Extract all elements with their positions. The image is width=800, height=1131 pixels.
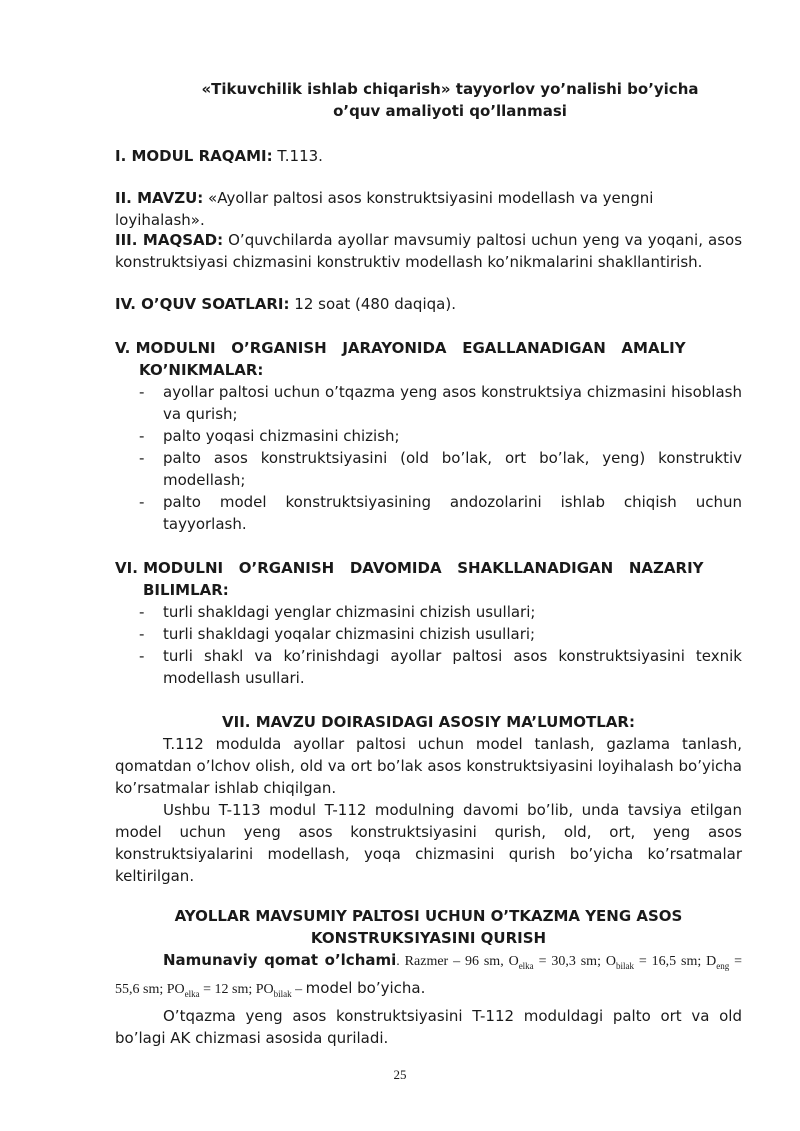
list-item: - turli shakldagi yenglar chizmasini chizish usullari; [139,603,536,621]
topic-value: «Ayollar paltosi asos konstruktsiyasini modellash va yengni loyihalash». [115,189,654,229]
module-number-value: T.113. [272,147,323,165]
topic [115,187,742,231]
list-item: - palto yoqasi chizmasini chizish; [139,427,400,445]
study-hours-value: 12 soat (480 daqiqa). [289,295,456,313]
title-line-2: o’quv amaliyoti qo’llanmasi [333,102,567,120]
standard-measurements: Namunaviy qomat o’lchami. Razmer – 96 sm, $O_{elka} = 30,3$ sm; $O_{bilak} = 16,5$ sm; $D_{eng} = 55,6$ sm; $PO_{elka} = 12$ sm; $PO_{bilak}$ – model bo’yicha. [115,951,742,999]
module-number [115,145,742,167]
sleeve-construction-section [115,905,742,1049]
practical-skills-section [115,337,742,535]
standard-measurements-label: Namunaviy qomat o’lchami [163,951,397,969]
sleeve-construction-paragraph: O’tqazma yeng asos konstruktsiyasini T-112 moduldagi palto ort va old bo’lagi AK chizmasi asosida quriladi. [115,1007,742,1047]
main-info-heading: VII. MAVZU DOIRASIDAGI ASOSIY MA’LUMOTLAR: [222,713,635,731]
goal [115,229,742,273]
theory-knowledge-list [115,601,742,689]
sleeve-construction-heading-1: AYOLLAR MAVSUMIY PALTOSI UCHUN O’TKAZMA YENG ASOS [174,907,683,925]
list-item: - palto model konstruktsiyasining andozolarini ishlab chiqish uchun tayyorlash. [139,493,742,533]
sleeve-construction-heading-2: KONSTRUKSIYASINI QURISH [310,929,547,947]
theory-knowledge-heading-1: VI. MODULNI O’RGANISH DAVOMIDA SHAKLLANADIGAN NAZARIY [115,559,704,577]
topic-label: II. MAVZU: [115,189,204,207]
goal-value: O’quvchilarda ayollar mavsumiy paltosi uchun yeng va yoqani, asos konstruktsiyasi chizmasini konstruktiv modellash ko’nikmalarini shakllantirish. [115,231,743,271]
main-info-paragraph-2: Ushbu T-113 modul T-112 modulning davomi bo’lib, unda tavsiya etilgan model uchun yeng asos konstruktsiyasini qurish, old, ort, yeng asos konstruktsiyalarini modellash, yoqa chizmasini qurish bo’yicha ko’rsatmalar keltirilgan. [115,801,742,885]
study-hours-label: IV. O’QUV SOATLARI: [115,295,290,313]
goal-label: III. MAQSAD: [115,231,224,249]
practical-skills-heading-2: KO’NIKMALAR: [139,361,264,379]
title-line-1: «Tikuvchilik ishlab chiqarish» tayyorlov yo’nalishi bo’yicha [201,80,699,98]
study-hours [115,293,742,315]
main-info-paragraph-1: T.112 modulda ayollar paltosi uchun model tanlash, gazlama tanlash, qomatdan o’lchov olish, old va ort bo’lak asos konstruktsiyasini loyihalash bo’yicha ko’rsatmalar ishlab chiqilgan. [115,735,742,797]
list-item: - turli shakldagi yoqalar chizmasini chizish usullari; [139,625,536,643]
theory-knowledge-section [115,557,742,689]
main-info-section [115,711,742,887]
document-title [115,78,785,122]
list-item: - palto asos konstruktsiyasini (old bo’lak, ort bo’lak, yeng) konstruktiv modellash; [139,449,742,489]
theory-knowledge-heading-2: BILIMLAR: [143,581,229,599]
list-item: - ayollar paltosi uchun o’tqazma yeng asos konstruktsiya chizmasini hisoblash va qurish; [139,383,742,423]
module-number-label: I. MODUL RAQAMI: [115,147,273,165]
page-number: 25 [393,1067,407,1082]
practical-skills-list [115,381,742,535]
practical-skills-heading-1: V. MODULNI O’RGANISH JARAYONIDA EGALLANADIGAN AMALIY [115,339,686,357]
list-item: - turli shakl va ko’rinishdagi ayollar paltosi asos konstruktsiyasini texnik modellash usullari. [139,647,742,687]
